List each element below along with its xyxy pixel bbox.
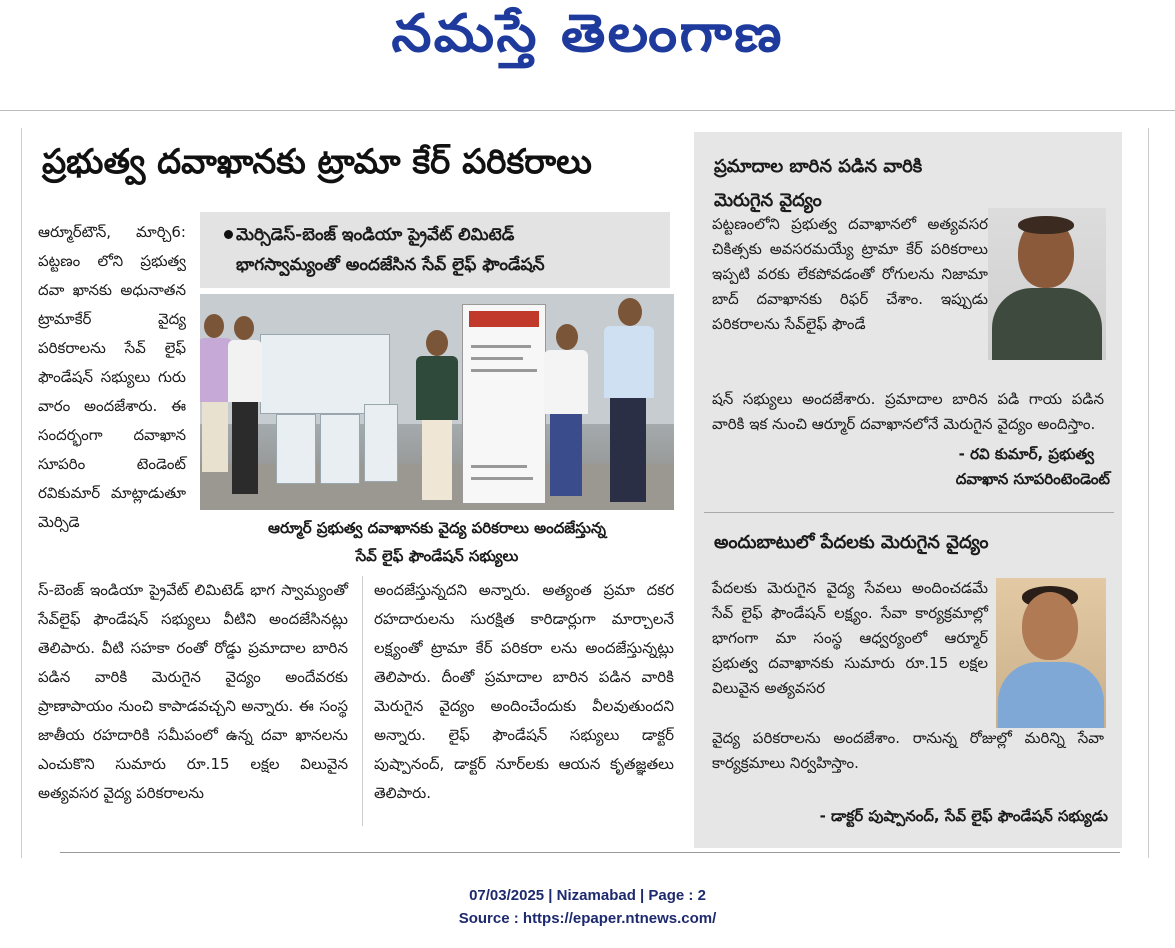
article-headline: ప్రభుత్వ దవాఖానకు ట్రామా కేర్ పరికరాలు [42, 142, 592, 182]
story1-attribution-line-2: దవాఖాన సూపరింటెండెంట్ [955, 470, 1110, 488]
masthead-divider [0, 110, 1175, 111]
footer-source: Source : https://epaper.ntnews.com/ [458, 910, 717, 927]
story2-text-wrap: పేదలకు మెరుగైన వైద్య సేవలు అందించడమే సేవ్ లైఫ్ ఫౌండేషన్ లక్ష్యం. సేవా కార్యక్రమాల్లో భాగంగా మా సంస్థ ఆధ్వర్యంలో ఆర్మూర్ ప్రభుత్వ దవాఖానకు సుమారు రూ.15 లక్షల విలువైన అత్యవసర [712, 579, 988, 697]
story1-text-full: షన్ సభ్యులు అందజేశారు. ప్రమాదాల బారిన పడి గాయ పడిన వారికి ఇక నుంచి ఆర్మూర్ దవాఖానలోనే మెరుగైన వైద్యం అందిస్తాం. [712, 390, 1104, 433]
article-paragraph-narrow: ఆర్మూర్‌టౌన్, మార్చి6: పట్టణం లోని ప్రభుత్వ దవా ఖానకు అధునాతన ట్రామాకేర్ వైద్య పరికరాలను సేవ్ లైఫ్ ఫౌండేషన్ సభ్యులు గురు వారం అందజేశారు. ఈ సందర్భంగా దవాఖాన సూపరిం టెండెంట్ రవికుమార్ మాట్లాడుతూ మెర్సిడె [38, 223, 186, 531]
equipment-boxes [260, 334, 390, 414]
story1-headline-line-2: మెరుగైన వైద్యం [714, 190, 822, 211]
epaper-footer [0, 884, 1175, 930]
left-page-edge [0, 128, 22, 858]
portrait-dr-pushpanand [996, 578, 1106, 728]
newspaper-logo: నమస్తే తెలంగాణ [391, 4, 784, 64]
page-bottom-rule [60, 852, 1120, 853]
subhead-line-2: భాగస్వామ్యంతో అందజేసిన సేవ్ లైఫ్ ఫౌండేషన్ [236, 255, 545, 275]
story1-text-wrap: పట్టణంలోని ప్రభుత్వ దవాఖానలో అత్యవసర చికిత్సకు అవసరమయ్యే ట్రామా కేర్ పరికరాలు ఇప్పటి వరకు లేకపోవడంతో రోగులను నిజామా బాద్ దవాఖానకు రిఫర్ చేశాం. ఇప్పుడు పరికరాలను సేవ్‌లైఫ్ ఫౌండే [712, 215, 988, 333]
sidebar [694, 132, 1122, 848]
equipment-cart-3 [364, 404, 398, 482]
caption-line-2: సేవ్ లైఫ్ ఫౌండేషన్ సభ్యులు [355, 547, 519, 565]
footer-date-page: 07/03/2025 | Nizamabad | Page : 2 [469, 887, 706, 904]
article-column-b: అందజేస్తున్నదని అన్నారు. అత్యంత ప్రమా దకర రహదారులను సురక్షిత కారిడార్లుగా మార్చాలనే లక్ష్యంతో ట్రామా కేర్ పరికరా లను అందజేస్తున్నట్లు తెలిపారు. దీంతో ప్రమాదాల బారిన పడిన వారికి మెరుగైన వైద్యం అందించేందుకు వీలవుతుందని అన్నారు. లైఫ్ ఫౌండేషన్ సభ్యులు డాక్టర్ పుష్పానంద్, డాక్టర్ నూర్‌లకు ఆయన కృతజ్ఞతలు తెలిపారు. [374, 581, 674, 802]
equipment-cart-1 [276, 414, 316, 484]
column-divider [362, 576, 363, 826]
portrait-ravi-kumar [988, 208, 1106, 360]
main-article [28, 130, 688, 860]
equipment-cart-2 [320, 414, 360, 484]
subhead-line-1: మెర్సిడెస్-బెంజ్ ఇండియా ప్రైవేట్ లిమిటెడ్ [236, 225, 515, 245]
bullet-icon [224, 230, 233, 239]
masthead [0, 0, 1175, 118]
story2-text-full: వైద్య పరికరాలను అందజేశాం. రానున్న రోజుల్లో మరిన్ని సేవా కార్యక్రమాలు నిర్వహిస్తాం. [712, 729, 1104, 772]
story1-headline-line-1: ప్రమాదాల బారిన పడిన వారికి [714, 156, 923, 177]
sidebar-story2-headline: అందుబాటులో పేదలకు మెరుగైన వైద్యం [714, 532, 989, 553]
story1-attribution-line-1: - రవి కుమార్, ప్రభుత్వ [958, 445, 1094, 463]
article-photo [200, 294, 674, 510]
article-subhead-box [200, 212, 670, 288]
caption-line-1: ఆర్మూర్ ప్రభుత్వ దవాఖానకు వైద్య పరికరాలు అందజేస్తున్న [268, 519, 606, 537]
article-column-a: స్-బెంజ్ ఇండియా ప్రైవేట్ లిమిటెడ్ భాగ స్వామ్యంతో సేవ్‌లైఫ్ ఫౌండేషన్ సభ్యులు వీటిని అందజేసినట్లు తెలిపారు. వీటి సహకా రంతో రోడ్డు ప్రమాదాల బారిన పడిన వారికి మెరుగైన వైద్యం అందేవరకు ప్రాణాపాయం నుంచి కాపాడవచ్చని అన్నారు. ఈ సంస్థ జాతీయ రహదారికి సమీపంలో ఉన్న దవా ఖానలను ఎంచుకొని సుమారు రూ.15 లక్షల విలువైన అత్యవసర వైద్య పరికరాలను [38, 581, 348, 802]
article-text-narrow [38, 218, 186, 537]
savelife-banner [462, 304, 546, 504]
right-page-edge [1148, 128, 1175, 858]
sidebar-divider [704, 512, 1114, 513]
sidebar-story1-headline [714, 150, 922, 218]
photo-caption [200, 514, 674, 570]
story2-attribution: - డాక్టర్ పుష్పానంద్, సేవ్ లైఫ్ ఫౌండేషన్ సభ్యుడు [819, 807, 1108, 825]
banner-logo [469, 311, 539, 327]
